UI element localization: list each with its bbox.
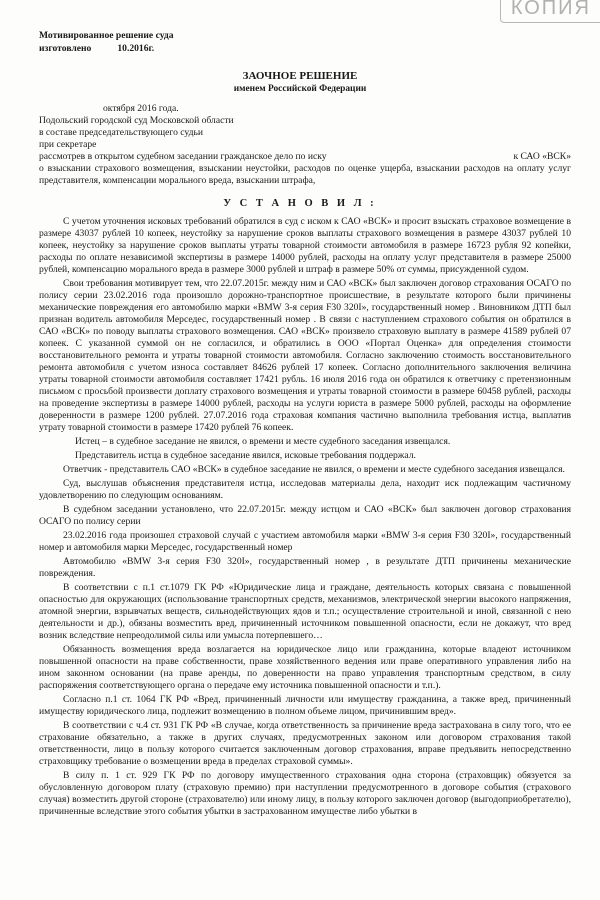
document-title: ЗАОЧНОЕ РЕШЕНИЕ — [242, 70, 358, 82]
intro-case-line — [39, 151, 571, 163]
paragraph: В судебном заседании установлено, что 22.07.2015г. между истцом и САО «ВСК» был заключен договор страхования ОСАГО по полису серии — [39, 504, 571, 527]
document-subtitle: именем Российской Федерации — [233, 84, 367, 94]
intro-court: Подольский городской суд Московской области — [39, 115, 234, 126]
intro-block — [39, 103, 571, 187]
section-heading-ustanovil: У С Т А Н О В И Л : — [223, 198, 377, 209]
header-label: изготовлено — [39, 43, 92, 54]
paragraph: Истец – в судебное заседание не явился, о времени и месте судебного заседания извещался. — [75, 436, 451, 447]
paragraph: Обязанность возмещения вреда возлагается на юридическое лицо или гражданина, которые владеют источником повышенной опасности на праве собственности, праве хозяйственного ведения или праве оперативного управления либо на ином законном основании (на праве аренды, по доверенности на право управления транспортным средством, в силу распоряжения соответствующего органа о передаче ему источника повышенной опасности и т.п.). — [39, 644, 571, 691]
paragraph: В соответствии с п.1 ст.1079 ГК РФ «Юридические лица и граждане, деятельность которых связана с повышенной опасностью для окружающих (использование транспортных средств, механизмов, электрической энергии высокого напряжения, атомной энергии, взрывчатых веществ, сильнодействующих ядов и т.п.; осуществление строительной и иной, связанной с нею деятельности и др.), обязаны возместить вред, причиненный источником повышенной опасности, если не докажут, что вред возник вследствие непреодолимой силы или умысла потерпевшего… — [39, 582, 571, 641]
decision-header — [39, 29, 174, 55]
paragraph: Суд, выслушав объяснения представителя истца, исследовав материалы дела, находит иск подлежащим частичному удовлетворению по следующим основаниям. — [39, 478, 571, 501]
header-line-1: Мотивированное решение суда — [39, 30, 174, 41]
intro-date: октября 2016 года. — [103, 103, 179, 114]
intro-case-party: к САО «ВСК» — [513, 151, 571, 162]
paragraph: С учетом уточнения исковых требований обратился в суд с иском к САО «ВСК» и просит взыскать страховое возмещение в размере 43037 рублей 10 копеек, неустойку за нарушение сроков выплаты страхового возмещения в размере 43037 рублей 10 копеек, неустойку за нарушение сроков выплаты утраты товарной стоимости автомобиля в размере 16723 рубля 92 копейки, расходы по оплате независимой экспертизы в размере 14000 рублей, расходы на оплату услуг представителя в размере 25000 рублей, компенсацию морального вреда в размере 3000 рублей и штраф в размере 50% от суммы, присужденной судом. — [39, 216, 571, 275]
decision-body — [39, 216, 571, 820]
paragraph: Автомобилю «BMW 3-я серия F30 320I», государственный номер , в результате ДТП причинены механические повреждения. — [39, 556, 571, 579]
paragraph: Представитель истца в судебное заседание явился, исковые требования поддержал. — [75, 450, 416, 461]
paragraph: В силу п. 1 ст. 929 ГК РФ по договору имущественного страхования одна сторона (страховщик) обязуется за обусловленную договором плату (страховую премию) при наступлении предусмотренного в договоре события (страхового случая) возместить другой стороне (страхователю) или иному лицу, в пользу которого заключен договор (выгодоприобретателю), причиненные вследствие этого события убытки в застрахованном имуществе либо убытки в — [39, 770, 571, 817]
paragraph: 23.02.2016 года произошел страховой случай с участием автомобиля марки «BMW 3-я серия F30 320I», государственный номер и автомобиля марки Мерседес, государственный номер — [39, 530, 571, 553]
header-line-2 — [39, 42, 174, 55]
intro-case-cont: о взыскании страхового возмещения, взыскании неустойки, расходов по оценке ущерба, взыскании расходов на оплату услуг представителя, компенсации морального вреда, взыскании штрафа, — [39, 163, 571, 186]
paragraph: Ответчик - представитель САО «ВСК» в судебное заседание не явился, о времени и месте судебного заседания извещался. — [63, 464, 565, 475]
header-date: 10.2016г. — [117, 43, 155, 54]
paragraph: В соответствии с ч.4 ст. 931 ГК РФ «В случае, когда ответственность за причинение вреда застрахована в силу того, что ее страхование обязательно, а также в других случаях, предусмотренных законом или договором страхования такой ответственности, лицо в пользу которого считается заключенным договор страхования, вправе предъявить непосредственно страховщику требование о возмещении вреда в пределах страховой суммы». — [39, 720, 571, 767]
intro-secretary: при секретаре — [39, 139, 97, 150]
paragraph: Свои требования мотивирует тем, что 22.07.2015г. между ним и САО «ВСК» был заключен договор страхования ОСАГО по полису серии 23.02.2016 года произошло дорожно-транспортное происшествие, в результате которого были причинены механические повреждения его автомобилю марки «BMW 3-я серия F30 320I», государственный номер . Виновником ДТП был признан водитель автомобиля Мерседес, государственный номер . В связи с наступлением страхового события он обратился в САО «ВСК» по поводу выплаты страхового возмещения. САО «ВСК» произвело страховую выплату в размере 41589 рублей 07 копеек. С указанной суммой он не согласился, и обратились в ООО «Портал Оценка» для определения стоимости восстановительного ремонта и утраты товарной стоимости автомобиля. Согласно заключению стоимость восстановительного ремонта автомобиля с учетом износа составляет 84626 рублей 17 копеек. Согласно дополнительного заключения величина утраты товарной стоимости автомобиля составляет 17421 рубль. 16 июля 2016 года он обратился к ответчику с претензионным письмом с просьбой произвести доплату страхового возмещения и утраты товарной стоимости в размере 60458 рублей, расходы на проведение экспертизы в размере 14000 рублей, расходы на услуги юриста в размере 5000 рублей, расходы на оформление доверенности в размере 1200 рублей. 27.07.2016 года страховая компания частично выполнила требования истца, выплатив утрату товарной стоимости в размере 17420 рублей 76 копеек. — [39, 278, 571, 433]
intro-case-start: рассмотрев в открытом судебном заседании гражданское дело по иску — [39, 151, 327, 162]
copy-stamp: КОПИЯ — [500, 0, 600, 23]
intro-composition: в составе председательствующего судьи — [39, 127, 204, 138]
paragraph: Согласно п.1 ст. 1064 ГК РФ «Вред, причиненный личности или имуществу гражданина, а также вред, причиненный имуществу юридического лица, подлежит возмещению в полном объеме лицом, причинившим вред». — [39, 694, 571, 717]
